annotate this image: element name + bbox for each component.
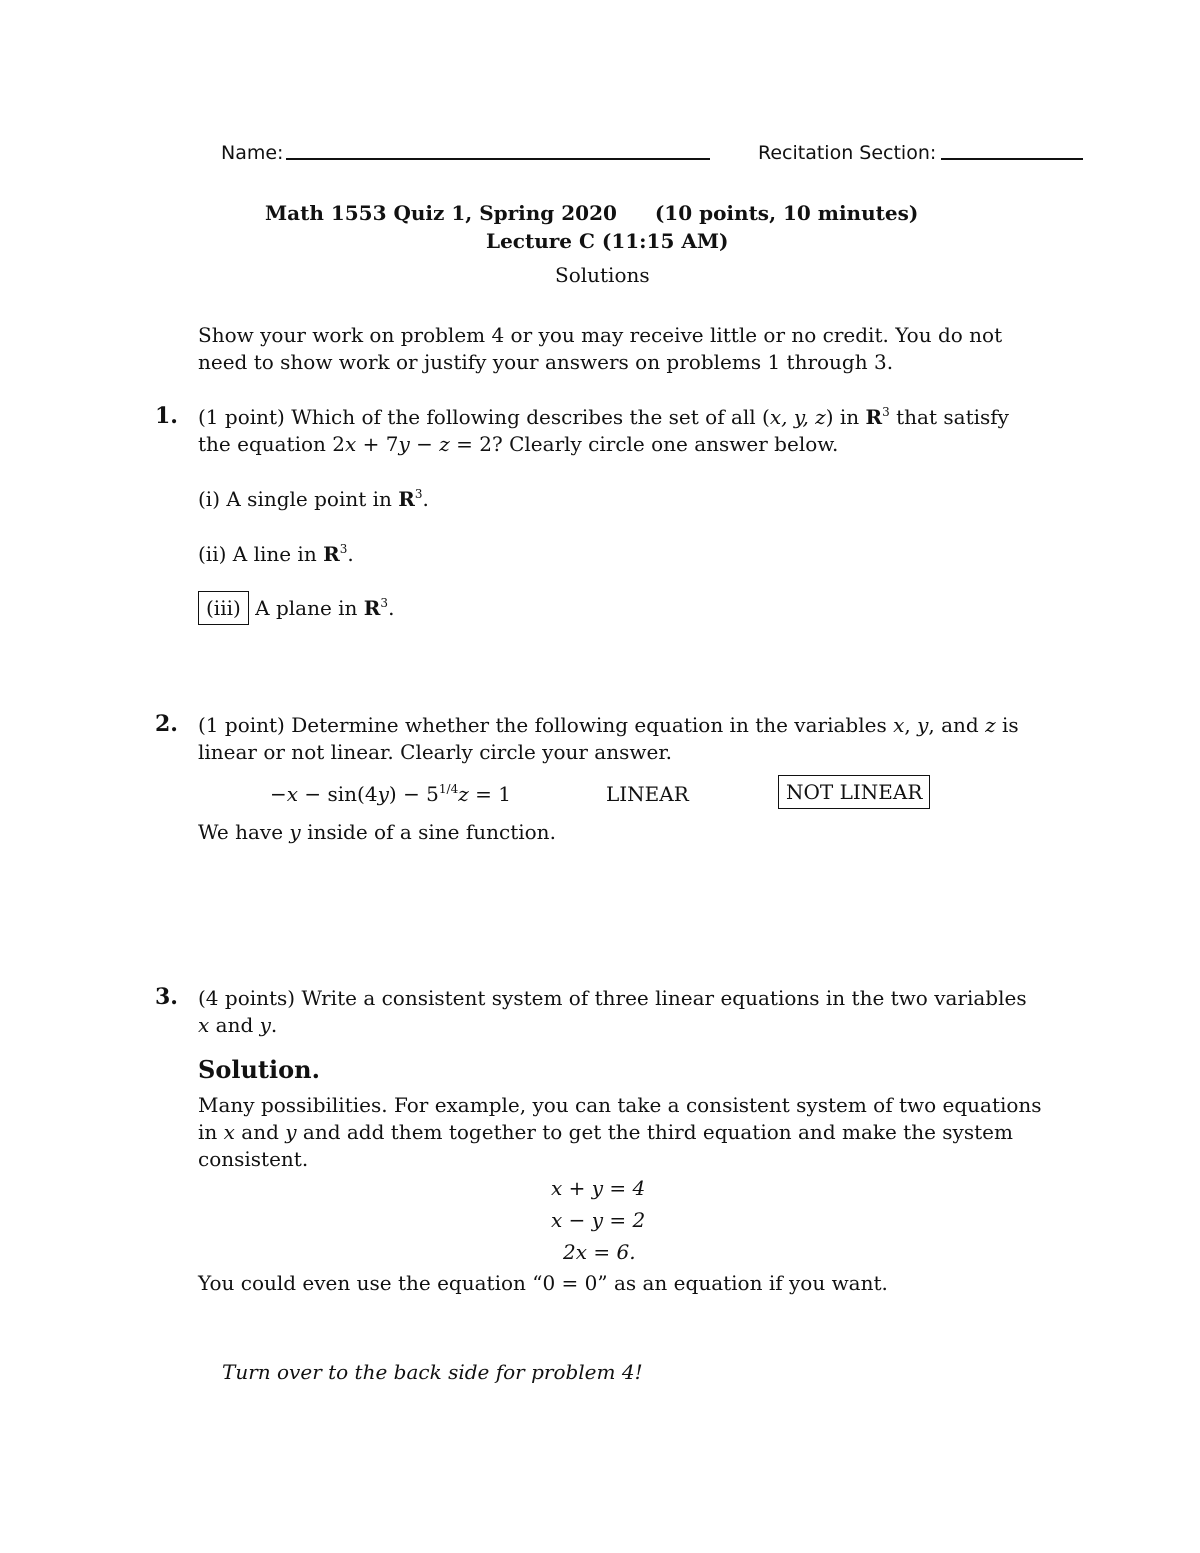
explanation-text: We have xyxy=(198,820,290,844)
problem-3-line-1: (4 points) Write a consistent system of three linear equations in the two variables xyxy=(198,986,1027,1010)
exponent: 1/4 xyxy=(438,782,459,796)
option-tag: (i) xyxy=(198,487,221,511)
math-var: y xyxy=(259,1013,271,1037)
math-var: y xyxy=(377,782,389,806)
problem-2-explanation xyxy=(198,820,556,844)
option-period: . xyxy=(422,487,429,511)
problem-2-text: is xyxy=(995,713,1019,737)
problem-1-vars: x, y, z xyxy=(769,405,826,429)
real-space-symbol: R xyxy=(865,405,883,429)
option-tag: (ii) xyxy=(198,542,227,566)
solution-line-2 xyxy=(198,1120,1013,1144)
problem-3-line-2 xyxy=(198,1013,277,1037)
problem-2-equation xyxy=(270,782,511,806)
problem-1-text: ) in xyxy=(825,405,866,429)
exponent: 3 xyxy=(380,596,389,610)
quiz-title-text: Math 1553 Quiz 1, Spring 2020 xyxy=(265,201,617,225)
problem-2-number: 2. xyxy=(155,711,178,737)
real-space-symbol: R xyxy=(323,542,340,566)
math-var: z xyxy=(985,713,996,737)
problem-3-text: . xyxy=(270,1013,278,1037)
exponent: 3 xyxy=(882,405,890,419)
solution-closing: You could even use the equation “0 = 0” as an equation if you want. xyxy=(198,1271,888,1295)
problem-3-text: and xyxy=(209,1013,260,1037)
problem-1-text: + 7 xyxy=(356,432,399,456)
problem-1-option-i[interactable] xyxy=(198,487,429,511)
problem-1-text: = 2? Clearly circle one answer below. xyxy=(449,432,839,456)
math-var: y xyxy=(398,432,410,456)
problem-1-text: − xyxy=(409,432,440,456)
turn-over-note: Turn over to the back side for problem 4! xyxy=(222,1360,643,1384)
name-label: Name: xyxy=(221,142,284,164)
real-space-symbol: R xyxy=(398,487,415,511)
problem-1-text: (1 point) Which of the following describes the set of all ( xyxy=(198,405,770,429)
math-var: x xyxy=(223,1120,235,1144)
math-var: z xyxy=(458,782,469,806)
explanation-text: inside of a sine function. xyxy=(300,820,556,844)
problem-1-number: 1. xyxy=(155,403,178,429)
solutions-label: Solutions xyxy=(555,263,650,287)
problem-2-text: , and xyxy=(928,713,986,737)
equation-part: ) − 5 xyxy=(388,782,439,806)
option-period: . xyxy=(388,596,395,620)
option-text: A plane in xyxy=(248,596,364,620)
recitation-section-label: Recitation Section: xyxy=(758,142,937,164)
quiz-points: (10 points, 10 minutes) xyxy=(654,201,919,225)
math-var: y xyxy=(289,820,301,844)
math-var: y xyxy=(285,1120,297,1144)
system-equation-3: 2x = 6. xyxy=(563,1240,636,1264)
exponent: 3 xyxy=(339,542,348,556)
exponent: 3 xyxy=(414,487,423,501)
option-text: A single point in xyxy=(220,487,399,511)
real-space-symbol: R xyxy=(363,596,381,620)
instructions-line-2: need to show work or justify your answers on problems 1 through 3. xyxy=(198,350,894,374)
selected-answer-box: NOT LINEAR xyxy=(778,775,930,809)
problem-2-line-1 xyxy=(198,713,1019,737)
selected-answer-box: (iii) xyxy=(198,591,249,625)
quiz-title xyxy=(265,201,918,225)
option-text: A line in xyxy=(226,542,324,566)
math-var: x xyxy=(198,1013,210,1037)
problem-3-number: 3. xyxy=(155,984,178,1010)
solution-line-1: Many possibilities. For example, you can take a consistent system of two equations xyxy=(198,1093,1042,1117)
recitation-section-field[interactable] xyxy=(941,158,1083,160)
solution-text: and add them together to get the third equation and make the system xyxy=(296,1120,1013,1144)
problem-1-option-iii[interactable] xyxy=(198,591,394,625)
problem-1-option-ii[interactable] xyxy=(198,542,354,566)
solution-text: and xyxy=(234,1120,286,1144)
problem-2-text: (1 point) Determine whether the following equation in the variables xyxy=(198,713,894,737)
equation-part: − sin(4 xyxy=(298,782,378,806)
system-equation-1: x + y = 4 xyxy=(551,1176,646,1200)
problem-2-text: , xyxy=(904,713,918,737)
math-var: x xyxy=(345,432,357,456)
choice-linear[interactable]: LINEAR xyxy=(606,782,689,806)
problem-1-line-1 xyxy=(198,405,1009,429)
math-var: z xyxy=(439,432,450,456)
solution-line-3: consistent. xyxy=(198,1147,309,1171)
solution-text: in xyxy=(198,1120,224,1144)
problem-2-line-2: linear or not linear. Clearly circle your answer. xyxy=(198,740,673,764)
option-period: . xyxy=(347,542,354,566)
problem-1-line-2 xyxy=(198,432,838,456)
system-equation-2: x − y = 2 xyxy=(551,1208,646,1232)
equation-part: = 1 xyxy=(468,782,511,806)
lecture-title: Lecture C (11:15 AM) xyxy=(486,229,729,253)
instructions-line-1: Show your work on problem 4 or you may receive little or no credit. You do not xyxy=(198,323,1003,347)
math-var: x xyxy=(286,782,299,806)
problem-1-text: the equation 2 xyxy=(198,432,345,456)
math-var: x xyxy=(893,713,905,737)
problem-1-text: that satisfy xyxy=(889,405,1009,429)
solution-heading: Solution. xyxy=(198,1055,320,1084)
math-var: y xyxy=(917,713,929,737)
choice-not-linear[interactable] xyxy=(778,775,930,809)
name-field[interactable] xyxy=(286,158,710,160)
equation-part: − xyxy=(270,782,287,806)
